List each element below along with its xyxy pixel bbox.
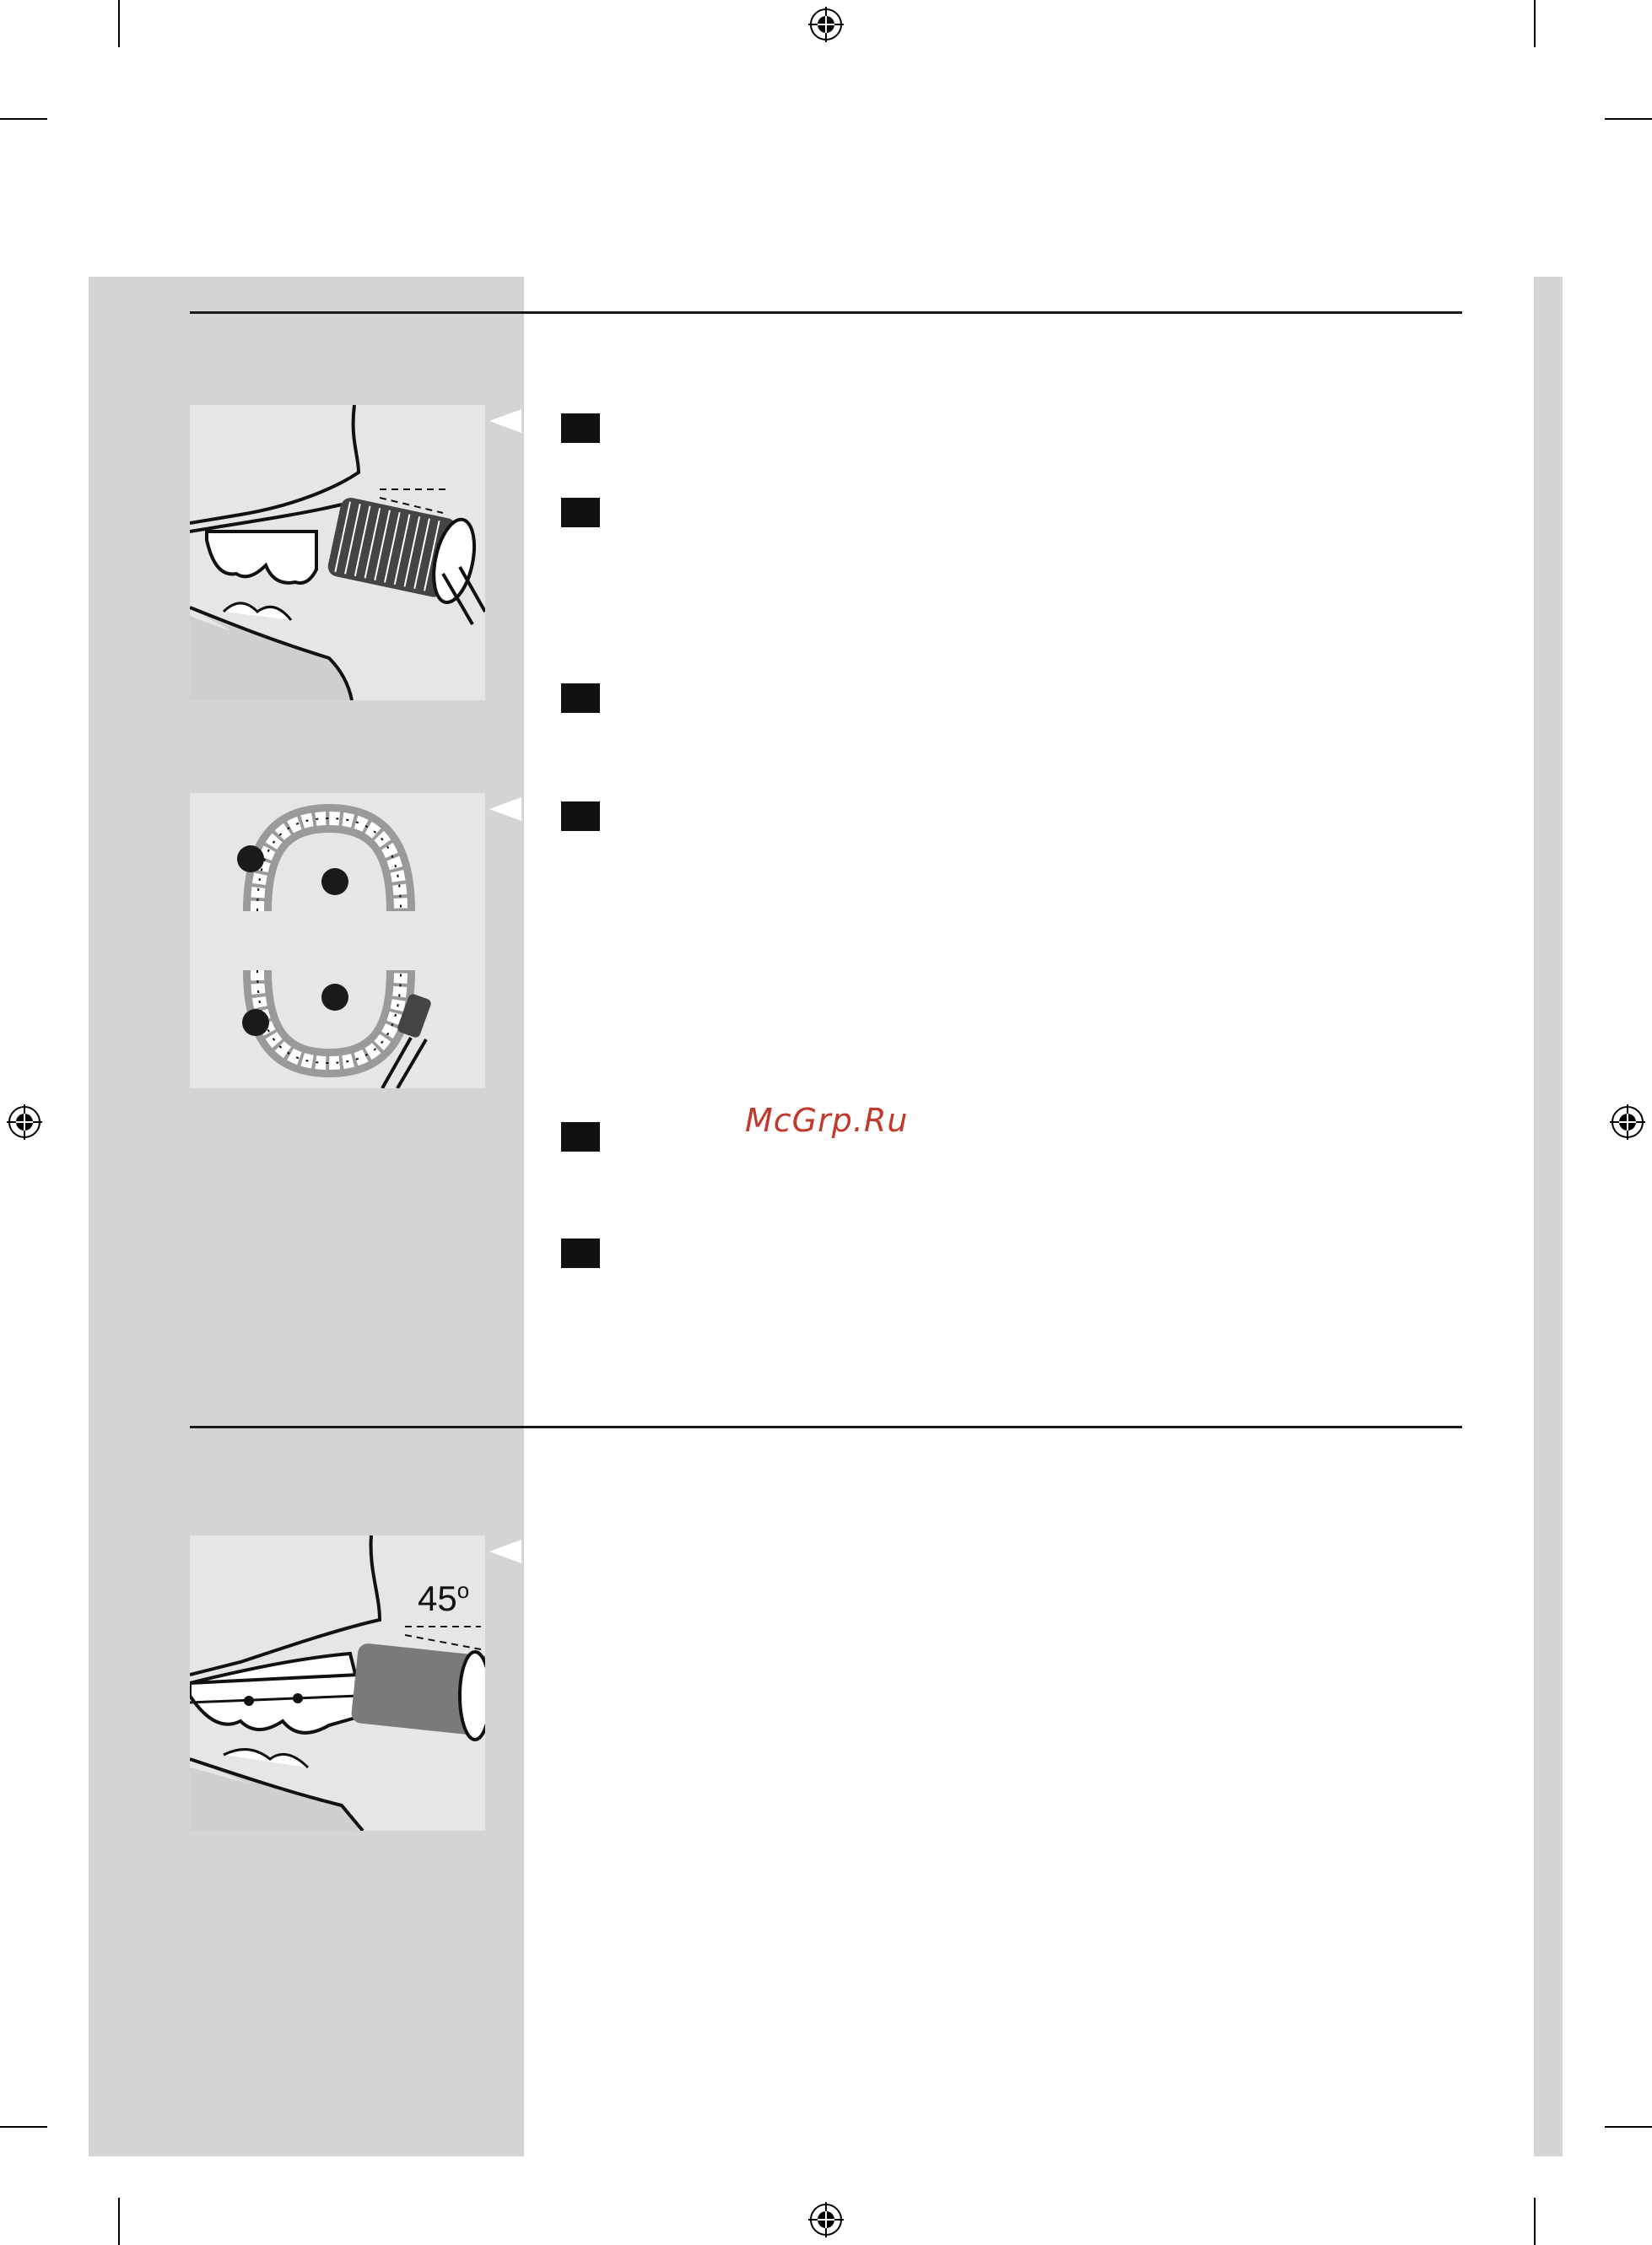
section-rule-middle	[190, 1426, 1462, 1428]
figure-pointer	[489, 409, 521, 433]
watermark-text: McGrp.Ru	[745, 1102, 909, 1139]
crop-mark	[118, 0, 120, 47]
angle-label	[418, 1578, 469, 1619]
step-marker	[561, 498, 600, 527]
registration-mark-icon	[808, 2202, 844, 2237]
registration-mark-icon	[808, 7, 844, 42]
crop-mark	[118, 2198, 120, 2245]
step-marker	[561, 1122, 600, 1152]
right-edge-strip	[1534, 277, 1563, 2156]
crop-mark	[1534, 2198, 1536, 2245]
figure-mouth-quadrants	[190, 793, 485, 1088]
step-marker	[561, 801, 600, 831]
registration-mark-icon	[1610, 1104, 1645, 1140]
registration-mark-icon	[7, 1104, 42, 1140]
figure-pointer	[489, 797, 521, 821]
section-rule-top	[190, 311, 1462, 314]
figure-pointer	[489, 1540, 521, 1563]
crop-mark	[0, 2126, 47, 2128]
step-marker	[561, 1239, 600, 1268]
crop-mark	[1605, 2126, 1652, 2128]
figure-brushing-angle	[190, 405, 485, 700]
angle-unit: o	[456, 1578, 470, 1603]
crop-mark	[1605, 118, 1652, 120]
crop-mark	[0, 118, 47, 120]
crop-mark	[1534, 0, 1536, 47]
angle-value: 45	[418, 1579, 457, 1618]
step-marker	[561, 683, 600, 713]
step-marker	[561, 413, 600, 443]
